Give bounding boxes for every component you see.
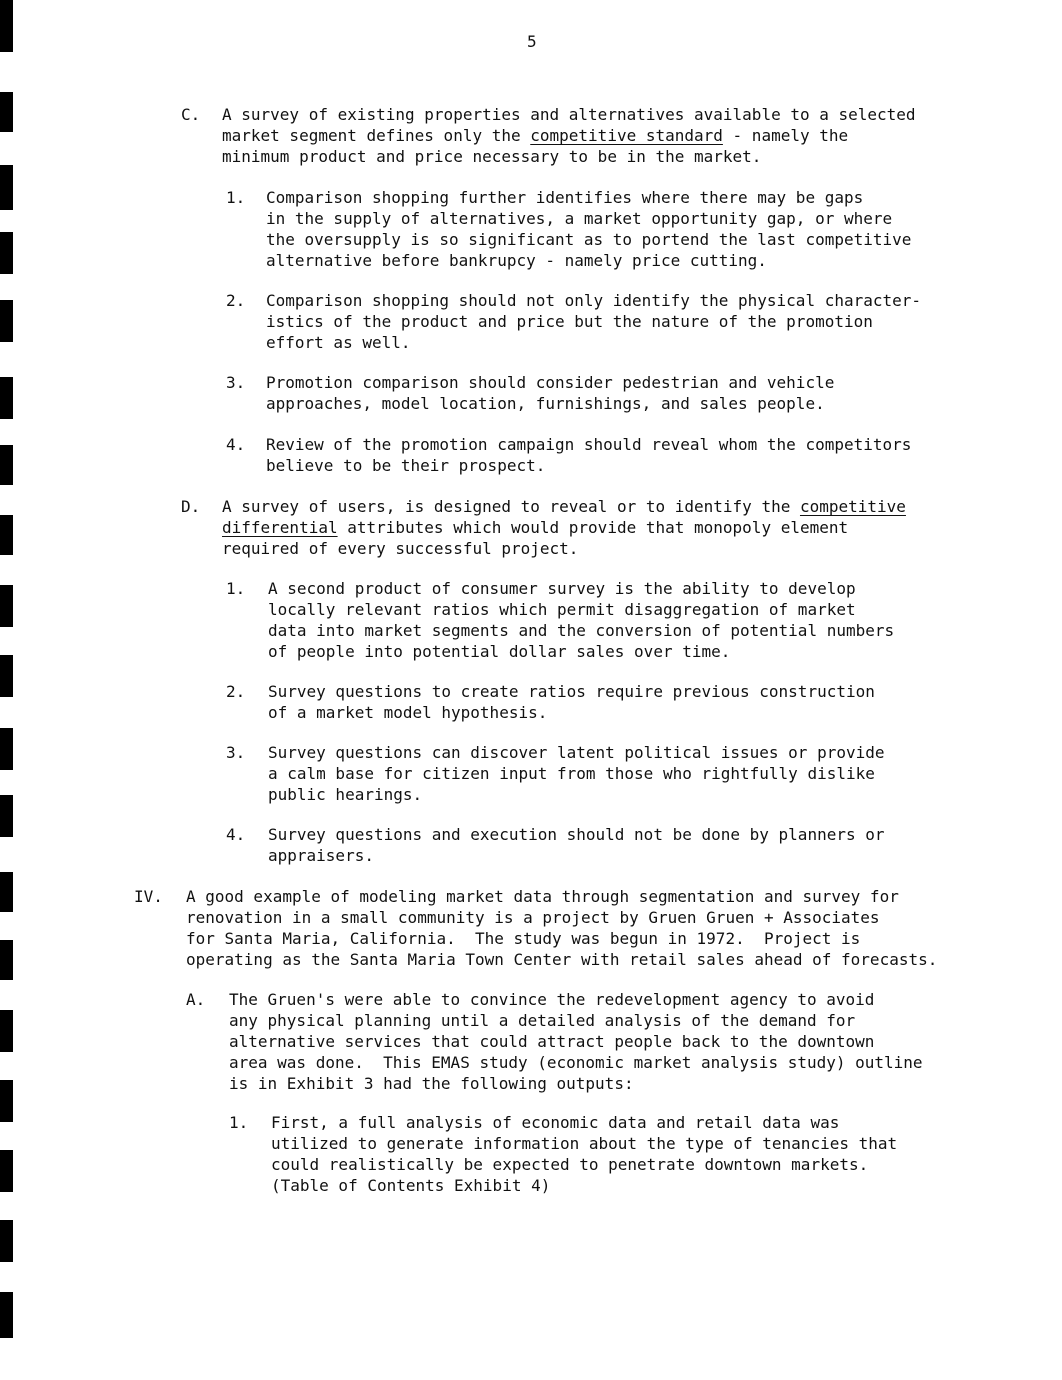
text-line: Promotion comparison should consider pedestrian and vehicle <box>266 373 835 392</box>
text-line: A good example of modeling market data through segmentation and survey for <box>186 887 899 906</box>
punch-mark <box>0 940 13 980</box>
text-line: approaches, model location, furnishings, and sales people. <box>266 394 825 413</box>
punch-mark <box>0 165 13 210</box>
text-line: effort as well. <box>266 333 411 352</box>
item-text <box>266 372 834 414</box>
punch-mark <box>0 1220 13 1262</box>
competitive-term: competitive <box>799 497 906 516</box>
text-line: minimum product and price necessary to be in the market. <box>222 147 762 166</box>
text-line: alternative services that could attract people back to the downtown <box>229 1032 875 1051</box>
text-line: the oversupply is so significant as to portend the last competitive <box>266 230 912 249</box>
item-marker: 4. <box>226 825 246 844</box>
item-text <box>268 681 875 723</box>
competitive-standard-term: competitive standard <box>530 126 723 145</box>
text-line: First, a full analysis of economic data and retail data was <box>271 1113 840 1132</box>
punch-mark <box>0 445 13 485</box>
text-line: renovation in a small community is a project by Gruen Gruen + Associates <box>186 908 880 927</box>
item-marker: 4. <box>226 435 246 454</box>
text-line <box>222 125 916 146</box>
item-text <box>266 434 911 476</box>
punch-mark <box>0 232 13 274</box>
item-text <box>229 989 923 1094</box>
punch-mark <box>0 92 13 132</box>
text-line: area was done. This EMAS study (economic market analysis study) outline <box>229 1053 923 1072</box>
item-marker: 1. <box>226 188 246 207</box>
text-line: for Santa Maria, California. The study was begun in 1972. Project is <box>186 929 861 948</box>
item-marker: D. <box>181 497 201 516</box>
punch-mark <box>0 0 13 52</box>
text-fragment: market segment defines only the <box>222 126 531 145</box>
text-line: operating as the Santa Maria Town Center with retail sales ahead of forecasts. <box>186 950 938 969</box>
punch-mark <box>0 1080 13 1122</box>
text-line: data into market segments and the conversion of potential numbers <box>268 621 895 640</box>
punch-mark <box>0 728 13 770</box>
text-line: istics of the product and price but the nature of the promotion <box>266 312 873 331</box>
text-line: Comparison shopping further identifies where there may be gaps <box>266 188 864 207</box>
item-text <box>271 1112 897 1196</box>
text-line: Survey questions and execution should not be done by planners or <box>268 825 885 844</box>
text-line: locally relevant ratios which permit disaggregation of market <box>268 600 856 619</box>
text-line: Review of the promotion campaign should reveal whom the competitors <box>266 435 912 454</box>
text-line: in the supply of alternatives, a market opportunity gap, or where <box>266 209 893 228</box>
punch-mark <box>0 585 13 627</box>
text-line: a calm base for citizen input from those who rightfully dislike <box>268 764 875 783</box>
text-line: public hearings. <box>268 785 423 804</box>
item-marker: 1. <box>226 579 246 598</box>
differential-term: differential <box>222 518 338 537</box>
punch-mark <box>0 872 13 912</box>
text-line: (Table of Contents Exhibit 4) <box>271 1176 551 1195</box>
punch-mark <box>0 655 13 697</box>
item-text <box>186 886 937 970</box>
text-line: any physical planning until a detailed analysis of the demand for <box>229 1011 856 1030</box>
text-line: of people into potential dollar sales over time. <box>268 642 731 661</box>
item-text <box>266 187 911 271</box>
text-line: Comparison shopping should not only identify the physical character- <box>266 291 922 310</box>
text-line: A survey of existing properties and alternatives available to a selected <box>222 105 916 124</box>
punch-mark <box>0 1010 13 1052</box>
punch-mark <box>0 795 13 837</box>
punch-mark <box>0 1150 13 1192</box>
item-marker: 3. <box>226 373 246 392</box>
item-marker: A. <box>186 990 206 1009</box>
punch-mark <box>0 1292 13 1338</box>
item-marker: 3. <box>226 743 246 762</box>
text-line: required of every successful project. <box>222 539 579 558</box>
item-text <box>222 496 906 559</box>
item-marker: 2. <box>226 291 246 310</box>
page-number: 5 <box>527 32 537 51</box>
item-text <box>266 290 921 353</box>
text-fragment: - namely the <box>722 126 849 145</box>
item-text <box>222 104 916 167</box>
item-text <box>268 578 894 662</box>
text-line <box>222 496 906 517</box>
text-line: Survey questions to create ratios require previous construction <box>268 682 875 701</box>
punch-mark <box>0 515 13 555</box>
text-line: appraisers. <box>268 846 374 865</box>
text-line: A second product of consumer survey is the ability to develop <box>268 579 856 598</box>
item-text <box>268 824 885 866</box>
text-line: The Gruen's were able to convince the redevelopment agency to avoid <box>229 990 875 1009</box>
text-line: of a market model hypothesis. <box>268 703 548 722</box>
item-text <box>268 742 885 805</box>
text-line: is in Exhibit 3 had the following outputs: <box>229 1074 634 1093</box>
item-marker: 2. <box>226 682 246 701</box>
text-line <box>222 517 906 538</box>
item-marker: IV. <box>134 887 163 906</box>
text-line: Survey questions can discover latent political issues or provide <box>268 743 885 762</box>
text-line: could realistically be expected to penetrate downtown markets. <box>271 1155 869 1174</box>
text-fragment: A survey of users, is designed to reveal or to identify the <box>222 497 800 516</box>
text-fragment: attributes which would provide that monopoly element <box>337 518 849 537</box>
item-marker: 1. <box>229 1113 249 1132</box>
punch-mark <box>0 377 13 419</box>
text-line: utilized to generate information about the type of tenancies that <box>271 1134 898 1153</box>
item-marker: C. <box>181 105 201 124</box>
punch-mark <box>0 300 13 342</box>
text-line: believe to be their prospect. <box>266 456 546 475</box>
text-line: alternative before bankrupcy - namely price cutting. <box>266 251 767 270</box>
